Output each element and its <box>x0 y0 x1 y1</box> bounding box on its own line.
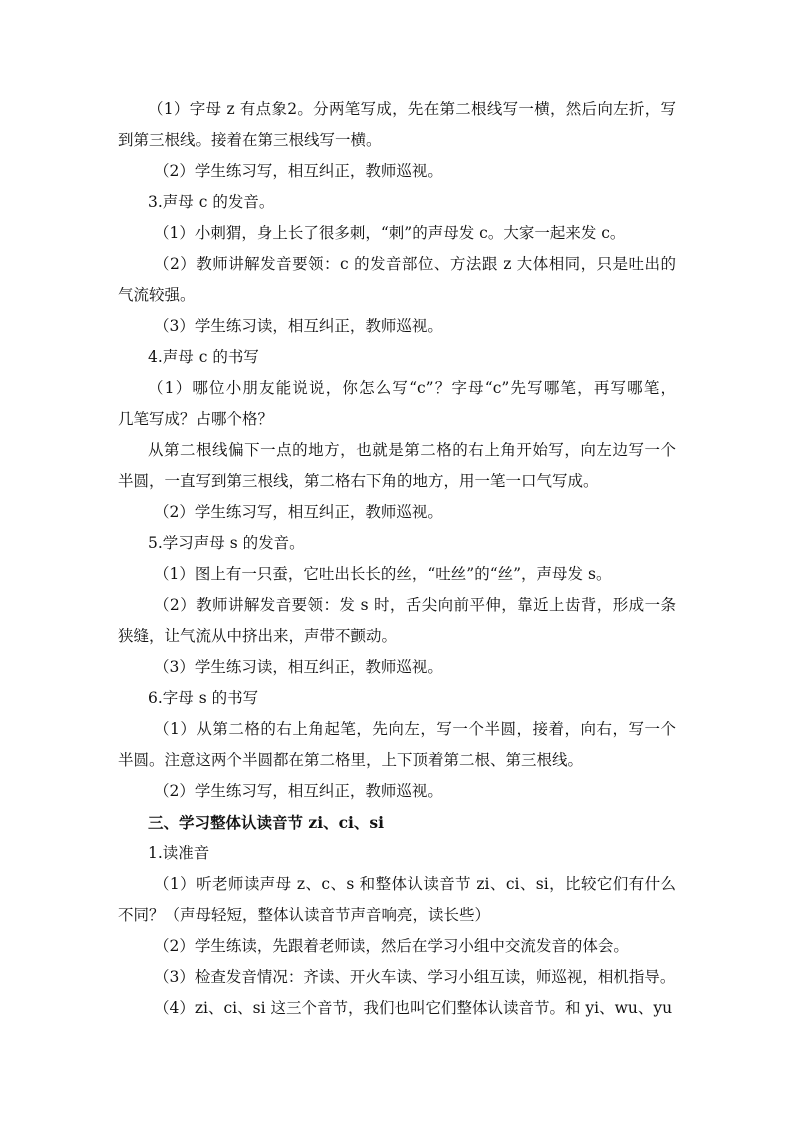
text-line: 到第三根线。接着在第三根线写一横。 <box>118 131 382 149</box>
text-line: （1）图上有一只蚕，它吐出长长的丝，“吐丝”的“丝”，声母发 s。 <box>154 565 612 583</box>
paragraph <box>118 497 676 528</box>
text-line: （2）教师讲解发音要领：发 s 时，舌尖向前平伸，靠近上齿背，形成一条 <box>154 596 676 614</box>
paragraph <box>118 683 676 714</box>
text-line: 几笔写成？占哪个格？ <box>118 410 274 428</box>
paragraph <box>118 342 676 373</box>
paragraph <box>118 311 676 342</box>
paragraph <box>118 652 676 683</box>
text-line: （2）学生练习写，相互纠正，教师巡视。 <box>154 162 443 180</box>
text-line: （1）字母 z 有点象2。分两笔写成，先在第二根线写一横，然后向左折，写 <box>148 100 676 118</box>
paragraph <box>118 249 676 311</box>
text-line: 气流较强。 <box>118 286 196 304</box>
text-line: （1）听老师读声母 z、c、s 和整体认读音节 zi、ci、si，比较它们有什么 <box>154 875 676 893</box>
text-line: 4.声母 c 的书写 <box>148 348 259 366</box>
paragraph <box>118 714 676 776</box>
text-line: （3）学生练习读，相互纠正，教师巡视。 <box>154 658 443 676</box>
paragraph <box>118 528 676 559</box>
paragraph <box>118 962 676 993</box>
paragraph <box>118 156 676 187</box>
paragraph <box>118 435 676 497</box>
section-heading <box>118 807 676 838</box>
paragraph <box>118 838 676 869</box>
paragraph <box>118 94 676 156</box>
text-line: 三、学习整体认读音节 zi、ci、si <box>148 813 385 832</box>
text-line: 半圆，一直写到第三根线，第二格右下角的地方，用一笔一口气写成。 <box>118 472 599 490</box>
text-line: 狭缝，让气流从中挤出来，声带不颤动。 <box>118 627 398 645</box>
text-line: 半圆。注意这两个半圆都在第二格里，上下顶着第二根、第三根线。 <box>118 751 584 769</box>
paragraph <box>118 187 676 218</box>
text-line: 从第二根线偏下一点的地方，也就是第二格的右上角开始写，向左边写一个 <box>148 441 676 459</box>
paragraph <box>118 218 676 249</box>
text-line: 1.读准音 <box>148 844 210 862</box>
paragraph <box>118 559 676 590</box>
text-line: 5.学习声母 s 的发音。 <box>148 534 305 552</box>
text-line: 3.声母 c 的发音。 <box>148 193 275 211</box>
text-line: 6.字母 s 的书写 <box>148 689 259 707</box>
paragraph <box>118 869 676 931</box>
text-line: （2）学生练读，先跟着老师读，然后在学习小组中交流发音的体会。 <box>154 937 629 955</box>
text-line: （4）zi、ci、si 这三个音节，我们也叫它们整体认读音节。和 yi、wu、yu <box>154 999 673 1017</box>
text-line: （3）学生练习读，相互纠正，教师巡视。 <box>154 317 443 335</box>
paragraph <box>118 373 676 435</box>
text-line: 不同？（声母轻短，整体认读音节声音响亮，读长些） <box>118 906 491 924</box>
document-body <box>118 94 676 1024</box>
paragraph <box>118 590 676 652</box>
text-line: （1）小刺猬，身上长了很多刺，“刺”的声母发 c。大家一起来发 c。 <box>154 224 626 242</box>
text-line: （2）学生练习写，相互纠正，教师巡视。 <box>154 503 443 521</box>
paragraph <box>118 776 676 807</box>
paragraph <box>118 993 676 1024</box>
text-line: （1）哪位小朋友能说说，你怎么写“c”？字母“c”先写哪笔，再写哪笔， <box>148 379 676 397</box>
text-line: （1）从第二格的右上角起笔，先向左，写一个半圆，接着，向右，写一个 <box>154 720 676 738</box>
text-line: （2）学生练习写，相互纠正，教师巡视。 <box>154 782 443 800</box>
text-line: （3）检查发音情况：齐读、开火车读、学习小组互读，师巡视，相机指导。 <box>154 968 676 986</box>
paragraph <box>118 931 676 962</box>
text-line: （2）教师讲解发音要领：c 的发音部位、方法跟 z 大体相同，只是吐出的 <box>154 255 676 273</box>
